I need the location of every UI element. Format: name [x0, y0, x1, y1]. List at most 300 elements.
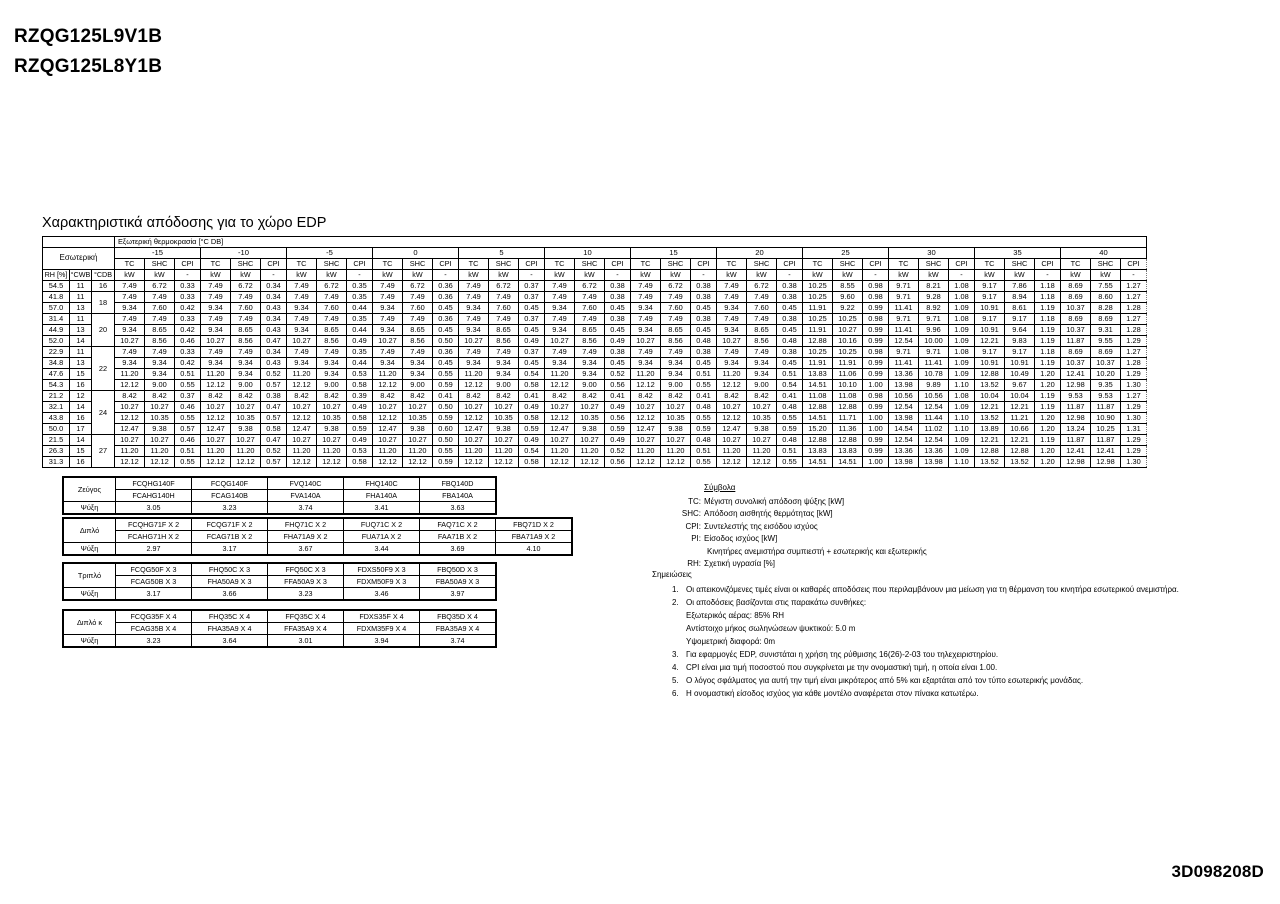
header-metric-shc: SHC — [919, 259, 949, 270]
cell-tc: 12.12 — [287, 413, 317, 424]
cell-cpi: 0.58 — [519, 380, 545, 391]
combo-model-top: FFQ35C X 4 — [268, 611, 344, 623]
cell-cpi: 0.45 — [605, 303, 631, 314]
cell-cpi: 1.27 — [1121, 391, 1147, 402]
header-unit: kW — [631, 270, 661, 281]
combo-row-cooling — [64, 502, 496, 514]
cell-rh: 31.3 — [43, 457, 70, 468]
header-metric-tc: TC — [803, 259, 833, 270]
cell-tc: 9.34 — [287, 303, 317, 314]
cell-cpi: 1.08 — [949, 391, 975, 402]
cell-cpi: 0.35 — [347, 292, 373, 303]
cell-tc: 12.21 — [975, 336, 1005, 347]
header-row-temperature-groups — [43, 248, 1147, 259]
cell-cpi: 0.47 — [261, 402, 287, 413]
cell-shc: 11.87 — [1091, 402, 1121, 413]
combo-cooling-label: Ψύξη — [64, 588, 116, 600]
cell-cpi: 0.47 — [261, 435, 287, 446]
cell-tc: 9.34 — [373, 358, 403, 369]
cell-tc: 9.34 — [373, 303, 403, 314]
cell-cpi: 0.47 — [261, 336, 287, 347]
cell-tc: 12.47 — [373, 424, 403, 435]
cell-cpi: 1.09 — [949, 336, 975, 347]
cell-shc: 7.49 — [747, 347, 777, 358]
combo-cooling-value: 3.23 — [116, 635, 192, 647]
combo-cooling-value: 3.67 — [268, 543, 344, 555]
table-row — [43, 424, 1147, 435]
cell-tc: 8.42 — [631, 391, 661, 402]
cell-tc: 11.20 — [373, 446, 403, 457]
performance-table-head — [43, 237, 1147, 281]
combo-model-top: FVQ140C — [268, 478, 344, 490]
cell-cpi: 0.41 — [433, 391, 459, 402]
cell-cpi: 0.55 — [777, 457, 803, 468]
cell-tc: 12.12 — [115, 380, 145, 391]
symbol-key: TC: — [688, 496, 701, 506]
cell-tc: 9.34 — [631, 325, 661, 336]
cell-shc: 10.78 — [919, 369, 949, 380]
cell-shc: 6.72 — [661, 281, 691, 292]
cell-tc: 10.25 — [803, 292, 833, 303]
symbol-text: Συντελεστής της εισόδου ισχύος — [704, 521, 818, 531]
cell-shc: 7.49 — [403, 347, 433, 358]
table-row — [43, 413, 1147, 424]
cell-shc: 14.51 — [833, 457, 863, 468]
note-item — [672, 687, 1179, 700]
cell-cpi: 0.49 — [519, 402, 545, 413]
cell-tc: 9.53 — [1061, 391, 1091, 402]
table-row — [43, 292, 1147, 303]
cell-tc: 9.34 — [373, 325, 403, 336]
cell-shc: 8.56 — [661, 336, 691, 347]
cell-shc: 7.49 — [317, 314, 347, 325]
cell-tc: 12.12 — [631, 457, 661, 468]
cell-shc: 9.34 — [145, 369, 175, 380]
cell-tc: 7.49 — [545, 314, 575, 325]
cell-cpi: 0.38 — [605, 292, 631, 303]
cell-cwb: 14 — [70, 336, 92, 347]
combo-model-bottom: FCAG35B X 4 — [116, 623, 192, 635]
cell-shc: 12.98 — [1091, 457, 1121, 468]
cell-shc: 9.17 — [1005, 347, 1035, 358]
cell-shc: 12.21 — [1005, 435, 1035, 446]
cell-shc: 10.27 — [661, 435, 691, 446]
cell-tc: 9.34 — [459, 303, 489, 314]
combo-model-bottom: FBA50A9 X 3 — [420, 576, 496, 588]
cell-tc: 11.20 — [545, 369, 575, 380]
cell-tc: 7.49 — [115, 281, 145, 292]
cell-shc: 8.55 — [833, 281, 863, 292]
cell-cpi: 0.98 — [863, 281, 889, 292]
header-outdoor-temp--5: -5 — [287, 248, 373, 259]
cell-shc: 11.91 — [833, 358, 863, 369]
table-row — [43, 336, 1147, 347]
cell-cpi: 0.51 — [777, 446, 803, 457]
header-unit: - — [949, 270, 975, 281]
combo-row-models-bottom — [64, 531, 572, 543]
cell-shc: 11.71 — [833, 413, 863, 424]
cell-tc: 11.20 — [459, 446, 489, 457]
note-number: 3. — [672, 650, 679, 659]
combo-cooling-value: 3.05 — [116, 502, 192, 514]
cell-cpi: 0.52 — [261, 369, 287, 380]
cell-tc: 12.12 — [545, 457, 575, 468]
header-metric-shc: SHC — [317, 259, 347, 270]
cell-tc: 11.20 — [631, 446, 661, 457]
cell-cpi: 1.19 — [1035, 435, 1061, 446]
cell-cpi: 0.59 — [347, 424, 373, 435]
cell-cpi: 1.19 — [1035, 358, 1061, 369]
header-metric-cpi: CPI — [1121, 259, 1147, 270]
cell-tc: 7.49 — [717, 281, 747, 292]
cell-cpi: 0.48 — [777, 402, 803, 413]
cell-cwb: 13 — [70, 358, 92, 369]
cell-cpi: 1.10 — [949, 424, 975, 435]
combo-cooling-value: 3.17 — [116, 588, 192, 600]
cell-cwb: 11 — [70, 314, 92, 325]
cell-cwb: 11 — [70, 281, 92, 292]
combo-label: Τριπλό — [64, 564, 116, 588]
header-blank-corner — [43, 237, 115, 248]
cell-cpi: 0.99 — [863, 303, 889, 314]
cell-cpi: 0.99 — [863, 402, 889, 413]
cell-tc: 11.20 — [459, 369, 489, 380]
cell-tc: 11.20 — [201, 369, 231, 380]
cell-shc: 9.38 — [403, 424, 433, 435]
model-title-primary: RZQG125L9V1B — [14, 26, 163, 47]
cell-cpi: 0.50 — [433, 336, 459, 347]
cell-tc: 12.12 — [287, 380, 317, 391]
cell-shc: 11.20 — [747, 446, 777, 457]
cell-cpi: 1.19 — [1035, 402, 1061, 413]
cell-cdb: 24 — [92, 391, 115, 435]
cell-shc: 6.72 — [317, 281, 347, 292]
cell-cpi: 0.38 — [605, 281, 631, 292]
cell-cwb: 17 — [70, 424, 92, 435]
header-unit: kW — [373, 270, 403, 281]
combo-model-top: FBQ50D X 3 — [420, 564, 496, 576]
cell-cpi: 1.08 — [949, 281, 975, 292]
cell-cpi: 0.38 — [691, 347, 717, 358]
cell-shc: 7.60 — [747, 303, 777, 314]
cell-cpi: 0.59 — [433, 380, 459, 391]
cell-tc: 11.41 — [889, 358, 919, 369]
cell-shc: 10.27 — [403, 435, 433, 446]
cell-cpi: 0.49 — [519, 336, 545, 347]
cell-cpi: 1.30 — [1121, 457, 1147, 468]
combo-cooling-value: 3.63 — [420, 502, 496, 514]
cell-tc: 10.27 — [115, 435, 145, 446]
combo-model-top: FDXS35F X 4 — [344, 611, 420, 623]
cell-tc: 13.52 — [975, 457, 1005, 468]
cell-tc: 12.98 — [1061, 413, 1091, 424]
cell-shc: 8.42 — [403, 391, 433, 402]
cell-shc: 6.72 — [145, 281, 175, 292]
combo-model-top: FFQ50C X 3 — [268, 564, 344, 576]
cell-shc: 10.20 — [1091, 369, 1121, 380]
cell-shc: 12.54 — [919, 435, 949, 446]
cell-tc: 11.20 — [373, 369, 403, 380]
cell-tc: 11.20 — [631, 369, 661, 380]
header-metric-shc: SHC — [575, 259, 605, 270]
combo-model-bottom: FBA71A9 X 2 — [496, 531, 572, 543]
cell-shc: 12.12 — [145, 457, 175, 468]
cell-tc: 12.12 — [201, 380, 231, 391]
cell-shc: 7.49 — [317, 347, 347, 358]
cell-cpi: 1.29 — [1121, 435, 1147, 446]
combo-model-top: FDXS50F9 X 3 — [344, 564, 420, 576]
header-outdoor-temp-40: 40 — [1061, 248, 1147, 259]
table-row — [43, 325, 1147, 336]
cell-shc: 7.49 — [661, 314, 691, 325]
cell-rh: 47.6 — [43, 369, 70, 380]
combo-model-bottom: FHA50A9 X 3 — [192, 576, 268, 588]
cell-shc: 7.49 — [489, 314, 519, 325]
combo-row-cooling — [64, 635, 496, 647]
cell-tc: 11.20 — [287, 446, 317, 457]
header-unit: kW — [717, 270, 747, 281]
header-unit: kW — [403, 270, 433, 281]
cell-shc: 8.65 — [489, 325, 519, 336]
cell-tc: 12.41 — [1061, 369, 1091, 380]
combo-model-bottom: FBA35A9 X 4 — [420, 623, 496, 635]
combo-model-top: FHQ50C X 3 — [192, 564, 268, 576]
cell-shc: 6.72 — [575, 281, 605, 292]
cell-shc: 7.49 — [489, 292, 519, 303]
cell-cwb: 16 — [70, 380, 92, 391]
cell-tc: 11.20 — [545, 446, 575, 457]
cell-tc: 9.34 — [115, 358, 145, 369]
combo-cooling-value: 3.44 — [344, 543, 420, 555]
cell-shc: 7.49 — [145, 292, 175, 303]
cell-shc: 8.65 — [317, 325, 347, 336]
cell-shc: 8.56 — [489, 336, 519, 347]
cell-cpi: 0.55 — [777, 413, 803, 424]
cell-tc: 8.42 — [373, 391, 403, 402]
header-unit: - — [433, 270, 459, 281]
cell-shc: 12.12 — [231, 457, 261, 468]
cell-tc: 9.17 — [975, 292, 1005, 303]
cell-tc: 7.49 — [373, 314, 403, 325]
cell-cdb: 16 — [92, 281, 115, 292]
cell-cpi: 0.49 — [605, 435, 631, 446]
cell-shc: 9.38 — [661, 424, 691, 435]
cell-tc: 12.88 — [803, 336, 833, 347]
cell-shc: 7.49 — [145, 347, 175, 358]
cell-cpi: 0.38 — [691, 292, 717, 303]
cell-shc: 10.35 — [575, 413, 605, 424]
cell-cpi: 1.27 — [1121, 314, 1147, 325]
cell-tc: 7.49 — [459, 314, 489, 325]
cell-shc: 9.34 — [747, 369, 777, 380]
cell-cpi: 0.35 — [347, 314, 373, 325]
cell-shc: 9.17 — [1005, 314, 1035, 325]
note-text: Ο λόγος σφάλματος για αυτή την τιμή είναι μικρότερος από 5% και εξαρτάται από τον τύπο εσωτερικής μονάδας. — [686, 676, 1084, 685]
cell-shc: 8.94 — [1005, 292, 1035, 303]
combo-model-bottom: FCAHG71H X 2 — [116, 531, 192, 543]
cell-shc: 12.88 — [833, 402, 863, 413]
header-unit: - — [1121, 270, 1147, 281]
cell-cpi: 0.37 — [519, 281, 545, 292]
cell-tc: 7.49 — [115, 292, 145, 303]
cell-shc: 7.49 — [317, 292, 347, 303]
cell-shc: 9.34 — [489, 358, 519, 369]
combo-table — [63, 610, 496, 647]
combo-row-models-top — [64, 564, 496, 576]
cell-cpi: 0.55 — [175, 380, 201, 391]
cell-shc: 9.38 — [145, 424, 175, 435]
cell-shc: 10.27 — [833, 325, 863, 336]
cell-cpi: 0.34 — [261, 314, 287, 325]
cell-cpi: 0.34 — [261, 292, 287, 303]
cell-tc: 11.08 — [803, 391, 833, 402]
combo-model-top: FCQG71F X 2 — [192, 519, 268, 531]
cell-cpi: 0.98 — [863, 292, 889, 303]
header-metric-cpi: CPI — [777, 259, 803, 270]
cell-cpi: 0.45 — [777, 358, 803, 369]
cell-cpi: 0.55 — [433, 369, 459, 380]
cell-cpi: 1.29 — [1121, 446, 1147, 457]
cell-cpi: 0.98 — [863, 314, 889, 325]
cell-tc: 13.52 — [975, 380, 1005, 391]
cell-cpi: 0.59 — [433, 457, 459, 468]
model-title-secondary: RZQG125L8Y1B — [14, 56, 163, 77]
cell-tc: 12.12 — [115, 457, 145, 468]
cell-tc: 10.91 — [975, 303, 1005, 314]
cell-shc: 7.60 — [575, 303, 605, 314]
cell-shc: 8.42 — [317, 391, 347, 402]
combo-row-models-top — [64, 611, 496, 623]
combo-model-bottom: FHA35A9 X 4 — [192, 623, 268, 635]
cell-cpi: 0.44 — [347, 303, 373, 314]
cell-tc: 9.34 — [545, 325, 575, 336]
cell-rh: 52.0 — [43, 336, 70, 347]
note-item — [672, 661, 1179, 674]
cell-shc: 8.65 — [575, 325, 605, 336]
cell-cpi: 0.54 — [777, 380, 803, 391]
cell-shc: 8.69 — [1091, 314, 1121, 325]
cell-tc: 11.20 — [717, 369, 747, 380]
symbol-text: Μέγιστη συνολική απόδοση ψύξης [kW] — [704, 496, 845, 506]
combo-table — [63, 518, 572, 555]
cell-cpi: 1.00 — [863, 457, 889, 468]
notes-section — [652, 568, 1179, 700]
cell-cpi: 1.09 — [949, 358, 975, 369]
combo-model-bottom: FAA71B X 2 — [420, 531, 496, 543]
table-row — [43, 369, 1147, 380]
cell-tc: 9.34 — [201, 358, 231, 369]
cell-cpi: 0.51 — [777, 369, 803, 380]
header-outdoor-temperature: Εξωτερική θερμοκρασία [°C DB] — [115, 237, 1147, 248]
cell-shc: 9.00 — [231, 380, 261, 391]
cell-cpi: 0.46 — [175, 435, 201, 446]
cell-tc: 10.37 — [1061, 358, 1091, 369]
header-unit: kW — [287, 270, 317, 281]
cell-shc: 7.60 — [145, 303, 175, 314]
cell-cpi: 1.08 — [949, 347, 975, 358]
header-metric-tc: TC — [889, 259, 919, 270]
cell-tc: 9.71 — [889, 292, 919, 303]
note-subitem: Αντίστοιχο μήκος σωληνώσεων ψυκτικού: 5.0 m — [686, 624, 856, 633]
header-unit: kW — [919, 270, 949, 281]
header-outdoor-temp-20: 20 — [717, 248, 803, 259]
cell-cpi: 0.46 — [175, 336, 201, 347]
cell-shc: 9.38 — [317, 424, 347, 435]
combo-cooling-value: 3.94 — [344, 635, 420, 647]
symbols-legend — [678, 482, 927, 571]
cell-shc: 9.34 — [489, 369, 519, 380]
header-metric-shc: SHC — [231, 259, 261, 270]
cell-tc: 10.27 — [459, 402, 489, 413]
cell-cpi: 0.49 — [347, 402, 373, 413]
cell-shc: 12.12 — [661, 457, 691, 468]
cell-cpi: 0.34 — [261, 347, 287, 358]
header-row-units — [43, 270, 1147, 281]
cell-shc: 10.27 — [747, 402, 777, 413]
header-outdoor-temp--10: -10 — [201, 248, 287, 259]
cell-cpi: 0.53 — [347, 446, 373, 457]
cell-shc: 12.12 — [747, 457, 777, 468]
header-metric-cpi: CPI — [347, 259, 373, 270]
cell-cwb: 13 — [70, 325, 92, 336]
cell-tc: 11.41 — [889, 303, 919, 314]
cell-tc: 12.12 — [115, 413, 145, 424]
cell-shc: 7.49 — [575, 292, 605, 303]
cell-shc: 7.60 — [231, 303, 261, 314]
cell-tc: 11.20 — [115, 369, 145, 380]
cell-cpi: 0.57 — [175, 424, 201, 435]
cell-tc: 12.47 — [631, 424, 661, 435]
cell-cpi: 1.29 — [1121, 402, 1147, 413]
combo-row-models-bottom — [64, 490, 496, 502]
combo-cooling-value: 3.01 — [268, 635, 344, 647]
cell-shc: 9.00 — [317, 380, 347, 391]
cell-tc: 10.27 — [717, 402, 747, 413]
cell-tc: 8.42 — [717, 391, 747, 402]
cell-cwb: 12 — [70, 391, 92, 402]
cell-shc: 10.27 — [231, 435, 261, 446]
cell-cpi: 0.48 — [777, 336, 803, 347]
cell-tc: 12.47 — [459, 424, 489, 435]
cell-tc: 12.47 — [717, 424, 747, 435]
symbol-key: PI: — [691, 534, 701, 543]
cell-shc: 8.42 — [661, 391, 691, 402]
cell-tc: 9.34 — [545, 358, 575, 369]
cell-cpi: 0.48 — [691, 336, 717, 347]
document-code: 3D098208D — [1171, 862, 1264, 881]
header-outdoor-temp-5: 5 — [459, 248, 545, 259]
cell-cpi: 1.27 — [1121, 292, 1147, 303]
cell-shc: 10.35 — [145, 413, 175, 424]
cell-cpi: 0.59 — [605, 424, 631, 435]
cell-tc: 12.12 — [459, 457, 489, 468]
performance-table-body — [43, 281, 1147, 468]
header-unit: - — [605, 270, 631, 281]
cell-shc: 13.83 — [833, 446, 863, 457]
header-metric-cpi: CPI — [261, 259, 287, 270]
table-row — [43, 402, 1147, 413]
header-unit: kW — [317, 270, 347, 281]
combo-cooling-value: 2.97 — [116, 543, 192, 555]
cell-shc: 8.65 — [747, 325, 777, 336]
cell-cpi: 1.27 — [1121, 281, 1147, 292]
cell-shc: 9.34 — [231, 358, 261, 369]
header-unit: kW — [489, 270, 519, 281]
cell-tc: 12.12 — [373, 413, 403, 424]
cell-cpi: 0.33 — [175, 281, 201, 292]
combo-model-bottom: FCAG71B X 2 — [192, 531, 268, 543]
cell-tc: 7.49 — [717, 314, 747, 325]
